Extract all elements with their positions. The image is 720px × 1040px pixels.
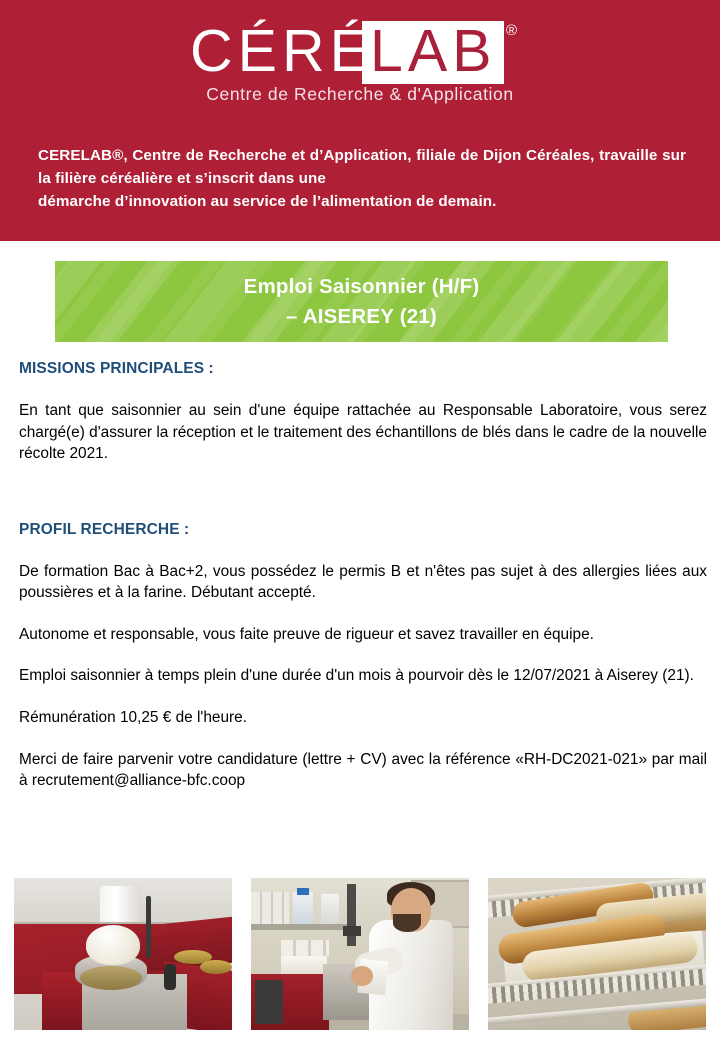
- photo2-beard: [393, 914, 421, 932]
- photo1-metal-rod: [146, 896, 151, 958]
- photo2-bottle-1: [293, 892, 313, 924]
- intro-paragraph: [38, 144, 686, 213]
- registered-trademark-icon: ®: [506, 22, 518, 39]
- profil-paragraph-2: Autonome et responsable, vous faite preuve de rigueur et savez travailler en équipe.: [19, 625, 594, 643]
- profil-paragraph-3: Emploi saisonnier à temps plein d'une durée d'un mois à pourvoir dès le 12/07/2021 à Aiserey (21).: [19, 667, 694, 685]
- photo1-dough-ball: [86, 925, 140, 965]
- logo-lockup: [190, 18, 530, 90]
- photo1-red-front-panel: [42, 972, 82, 1030]
- photo1-brass-disc-2: [200, 960, 232, 974]
- logo-text-cere: CÉRÉ: [190, 18, 374, 84]
- profil-heading: PROFIL RECHERCHE :: [19, 520, 190, 538]
- photo2-stand-pole: [347, 884, 356, 946]
- logo-text-lab: LAB: [370, 18, 497, 84]
- header-banner: [0, 0, 720, 241]
- photo2-sample-trays: [281, 940, 329, 956]
- photo2-control-panel: [255, 980, 283, 1024]
- application-contact-paragraph: Merci de faire parvenir votre candidature (lettre + CV) avec la référence «RH-DC2021-021» par mail à recrutement@alliance-bfc.coop: [19, 750, 707, 790]
- missions-heading: MISSIONS PRINCIPALES :: [19, 360, 214, 377]
- photo-lab-alveograph: [14, 878, 232, 1030]
- photo2-clamp: [343, 926, 361, 936]
- photo2-blue-cap: [297, 888, 309, 895]
- photo2-hand: [351, 966, 373, 986]
- photo2-bottle-2: [321, 894, 339, 924]
- photo2-shelf: [251, 924, 347, 930]
- photo-baguettes: [488, 878, 706, 1030]
- intro-paragraph-main: CERELAB®, Centre de Recherche et d’Application, filiale de Dijon Céréales, travaille sur la filière céréalière et s’inscrit dans une: [38, 147, 686, 188]
- job-title-banner: [55, 261, 668, 342]
- photo-lab-technician: [251, 878, 469, 1030]
- intro-paragraph-last-line: démarche d’innovation au service de l’alimentation de demain.: [38, 193, 497, 211]
- photo1-white-bucket: [100, 886, 140, 926]
- photo1-brass-ring: [80, 966, 142, 990]
- job-title-line1: Emploi Saisonnier (H/F): [243, 275, 480, 299]
- photo2-shelf-racks: [251, 892, 289, 924]
- job-title-line2: – AISEREY (21): [286, 304, 437, 328]
- logo-tagline: Centre de Recherche & d'Application: [206, 84, 514, 104]
- salary-paragraph: Rémunération 10,25 € de l'heure.: [19, 708, 247, 726]
- photo1-black-knob: [164, 964, 176, 990]
- job-description-content: [19, 360, 707, 792]
- profil-paragraph-1: De formation Bac à Bac+2, vous possédez le permis B et n'êtes pas sujet à des allergies liées aux poussières et à la farine. Débutant accepté.: [19, 562, 707, 602]
- photo-strip: [14, 878, 706, 1030]
- missions-paragraph: En tant que saisonnier au sein d'une équipe rattachée au Responsable Laboratoire, vous serez chargé(e) d'assurer la réception et le traitement des échantillons de blés dans le cadre de la nouvelle récolte 2021.: [19, 402, 707, 463]
